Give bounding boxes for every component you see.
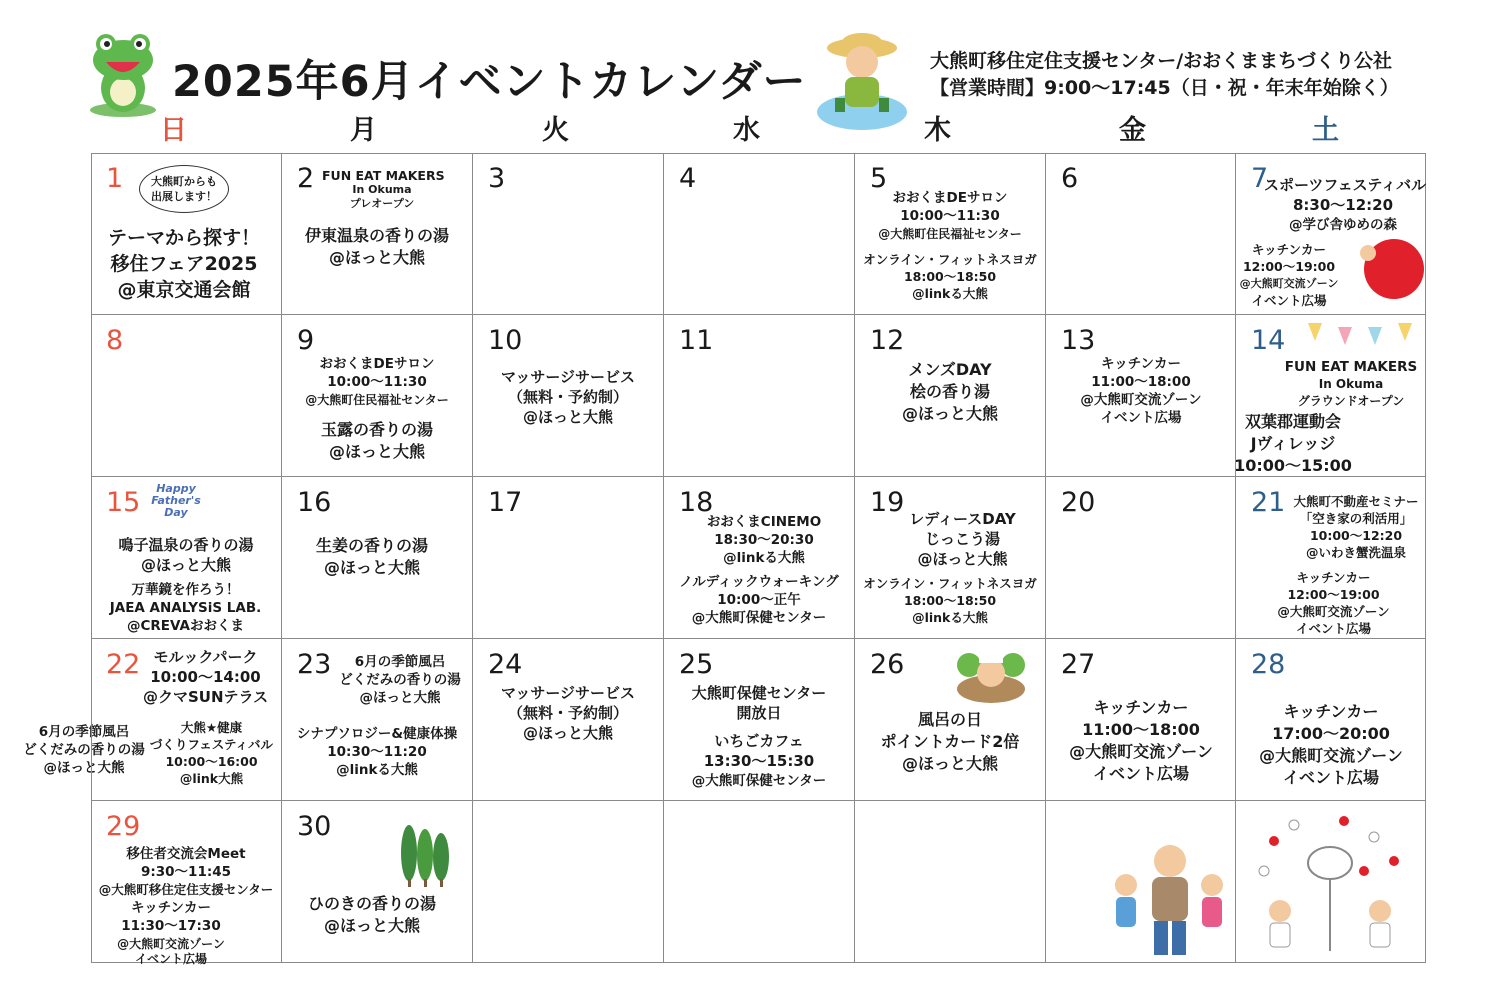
weekday-fri: 金 [1119, 115, 1146, 146]
cypress-trees-illustration [400, 819, 450, 887]
event-bath: 鳴子温泉の香りの湯 @ほっと大熊 [118, 536, 254, 574]
page-title: 2025年6月イベントカレンダー [172, 57, 807, 107]
event-molkky-park: モルックパーク 10:00～14:00 @クマSUNテラス [143, 648, 269, 706]
day-number: 12 [870, 325, 905, 356]
event-health-festival: 大熊★健康 づくりフェスティバル 10:00～16:00 @link大熊 [149, 720, 274, 786]
day-number: 19 [870, 487, 905, 518]
day-cell-22[interactable] [23, 639, 282, 801]
event-seasonal-bath: 6月の季節風呂 どくだみの香りの湯 @ほっと大熊 [339, 654, 461, 706]
event-sports-day: 双葉郡運動会 Jヴィレッジ 10:00～15:00 [1234, 412, 1352, 475]
frog-illustration [88, 30, 158, 118]
event-kitchen-car: キッチンカー 12:00～19:00 @大熊町交流ゾーン イベント広場 [1239, 242, 1339, 308]
event-bath-day: 風呂の日 ポイントカード2倍 @ほっと大熊 [880, 710, 1020, 773]
day-cell-11[interactable] [664, 315, 855, 477]
day-cell-5[interactable] [855, 153, 1046, 315]
day-cell-20[interactable] [1046, 477, 1236, 639]
day-number: 20 [1061, 487, 1096, 518]
day-number: 15 [106, 487, 141, 518]
empty-cell [1236, 801, 1426, 963]
event-iju-fair: テーマから探す！ 移住フェア2025 @東京交通会館 [107, 227, 260, 301]
weekday-sun: 日 [160, 115, 187, 146]
day-number: 23 [297, 649, 332, 680]
event-kitchen-car: キッチンカー 11:00～18:00 @大熊町交流ゾーン イベント広場 [1069, 698, 1213, 783]
day-cell-2[interactable] [282, 153, 473, 315]
empty-cell [473, 801, 664, 963]
bath-illustration [955, 647, 1027, 705]
day-number: 2 [297, 163, 315, 194]
day-cell-21[interactable] [1236, 477, 1426, 639]
day-cell-9[interactable] [282, 315, 473, 477]
day-cell-26[interactable] [855, 639, 1046, 801]
day-number: 24 [488, 649, 523, 680]
event-bath: 伊東温泉の香りの湯 @ほっと大熊 [304, 226, 449, 267]
business-hours: 【営業時間】9:00～17:45（日・祝・年末年始除く） [930, 77, 1399, 99]
fun-eat-makers-logo: FUN EAT MAKERS In Okuma プレオープン [322, 168, 445, 210]
day-cell-23[interactable] [282, 639, 473, 801]
day-number: 25 [679, 649, 714, 680]
day-cell-16[interactable] [282, 477, 473, 639]
day-number: 18 [679, 487, 714, 518]
day-cell-19[interactable] [855, 477, 1046, 639]
day-number: 28 [1251, 649, 1286, 680]
day-cell-6[interactable] [1046, 153, 1236, 315]
day-number: 27 [1061, 649, 1096, 680]
event-seasonal-bath: 6月の季節風呂 どくだみの香りの湯 @ほっと大熊 [23, 724, 145, 776]
day-cell-17[interactable] [473, 477, 664, 639]
day-number: 10 [488, 325, 523, 356]
empty-cell [1046, 801, 1236, 963]
day-cell-12[interactable] [855, 315, 1046, 477]
event-kitchen-car: キッチンカー 12:00～19:00 @大熊町交流ゾーン イベント広場 [1277, 570, 1390, 636]
day-number: 3 [488, 163, 506, 194]
day-cell-18[interactable] [664, 477, 855, 639]
day-number: 7 [1251, 163, 1269, 194]
event-mens-day: メンズDAY 桧の香り湯 @ほっと大熊 [901, 360, 998, 423]
day-cell-28[interactable] [1236, 639, 1426, 801]
day-cell-3[interactable] [473, 153, 664, 315]
day-number: 13 [1061, 325, 1096, 356]
day-cell-15[interactable] [91, 477, 282, 639]
event-health-center-open: 大熊町保健センター 開放日 [691, 684, 827, 722]
event-massage: マッサージサービス （無料・予約制） @ほっと大熊 [500, 368, 636, 426]
event-cinemo: おおくまCINEMO 18:30～20:30 @linkる大熊 [706, 514, 822, 566]
empty-cell [664, 801, 855, 963]
day-cell-25[interactable] [664, 639, 855, 801]
day-cell-8[interactable] [91, 315, 282, 477]
day-cell-27[interactable] [1046, 639, 1236, 801]
event-ladies-day: レディースDAY じっこう湯 @ほっと大熊 [909, 510, 1016, 568]
weekday-mon: 月 [350, 115, 377, 146]
organization-info [930, 48, 1399, 102]
day-cell-24[interactable] [473, 639, 664, 801]
day-cell-10[interactable] [473, 315, 664, 477]
day-number: 11 [679, 325, 714, 356]
day-number: 22 [106, 649, 141, 680]
weekday-sat: 土 [1312, 115, 1339, 146]
event-kitchen-car: キッチンカー 17:00～20:00 @大熊町交流ゾーン イベント広場 [1259, 702, 1403, 787]
sports-ball-illustration [1354, 231, 1426, 303]
event-strawberry-cafe: いちごカフェ 13:30～15:30 @大熊町保健センター [691, 732, 827, 789]
event-sports-festival: スポーツフェスティバル 8:30～12:20 @学び舎ゆめの森 [1264, 176, 1427, 233]
day-number: 5 [870, 163, 888, 194]
event-meet: 移住者交流会Meet 9:30～11:45 @大熊町移住定住支援センター [98, 846, 274, 897]
bunting-decoration [1308, 319, 1418, 347]
day-cell-13[interactable] [1046, 315, 1236, 477]
day-number: 30 [297, 811, 332, 842]
event-synapsology: シナプソロジー&健康体操 10:30～11:20 @linkる大熊 [296, 726, 458, 778]
calendar-grid [23, 153, 1427, 966]
day-cell-14[interactable] [1236, 315, 1426, 477]
day-number: 26 [870, 649, 905, 680]
day-number: 17 [488, 487, 523, 518]
fathers-day-decoration: Happy Father's Day [151, 482, 201, 519]
event-yoga: オンライン・フィットネスヨガ 18:00～18:50 @linkる大熊 [863, 576, 1037, 625]
event-massage: マッサージサービス （無料・予約制） @ほっと大熊 [500, 684, 636, 742]
day-number: 21 [1251, 487, 1286, 518]
day-number: 16 [297, 487, 332, 518]
event-bath: 生姜の香りの湯 @ほっと大熊 [315, 536, 428, 577]
event-bath: ひのきの香りの湯 @ほっと大熊 [307, 894, 436, 935]
event-yoga: オンライン・フィットネスヨガ 18:00～18:50 @linkる大熊 [863, 252, 1037, 301]
weekday-wed: 水 [733, 115, 760, 146]
empty-cell [855, 801, 1046, 963]
day-cell-4[interactable] [664, 153, 855, 315]
weekday-tue: 火 [542, 115, 569, 146]
ball-toss-illustration [1244, 811, 1419, 956]
event-real-estate-seminar: 大熊町不動産セミナー 「空き家の利活用」 10:00～12:20 @いわき蟹洗温泉 [1293, 494, 1419, 560]
day-cell-1[interactable] [91, 153, 282, 315]
weekday-thu: 木 [924, 115, 951, 146]
event-kitchen-car: キッチンカー 11:30～17:30 @大熊町交流ゾーン イベント広場 [117, 900, 225, 966]
day-number: 8 [106, 325, 124, 356]
organization-name: 大熊町移住定住支援センター/おおくままちづくり公社 [930, 50, 1392, 72]
speech-bubble: 大熊町からも 出展します！ [139, 165, 229, 213]
day-cell-7[interactable] [1236, 153, 1426, 315]
day-cell-30[interactable] [282, 801, 473, 963]
day-number: 29 [106, 811, 141, 842]
event-kaleidoscope: 万華鏡を作ろう！ JAEA ANALYSiS LAB. @CREVAおおくま [109, 582, 262, 634]
event-nordic-walking: ノルディックウォーキング 10:00～正午 @大熊町保健センター [679, 574, 839, 626]
event-fun-eat-makers: FUN EAT MAKERS In Okuma グラウンドオープン [1284, 359, 1418, 408]
day-number: 4 [679, 163, 697, 194]
event-kitchen-car: キッチンカー 11:00～18:00 @大熊町交流ゾーン イベント広場 [1080, 356, 1202, 426]
farmer-illustration [815, 32, 910, 132]
family-illustration [1108, 839, 1232, 959]
event-bath: 玉露の香りの湯 @ほっと大熊 [320, 420, 433, 461]
day-cell-29[interactable] [91, 801, 282, 966]
day-number: 6 [1061, 163, 1079, 194]
event-salon: おおくまDEサロン 10:00～11:30 @大熊町住民福祉センター [305, 356, 449, 407]
day-number: 14 [1251, 325, 1286, 356]
event-salon: おおくまDEサロン 10:00～11:30 @大熊町住民福祉センター [878, 190, 1022, 241]
day-number: 9 [297, 325, 315, 356]
day-number: 1 [106, 163, 124, 194]
